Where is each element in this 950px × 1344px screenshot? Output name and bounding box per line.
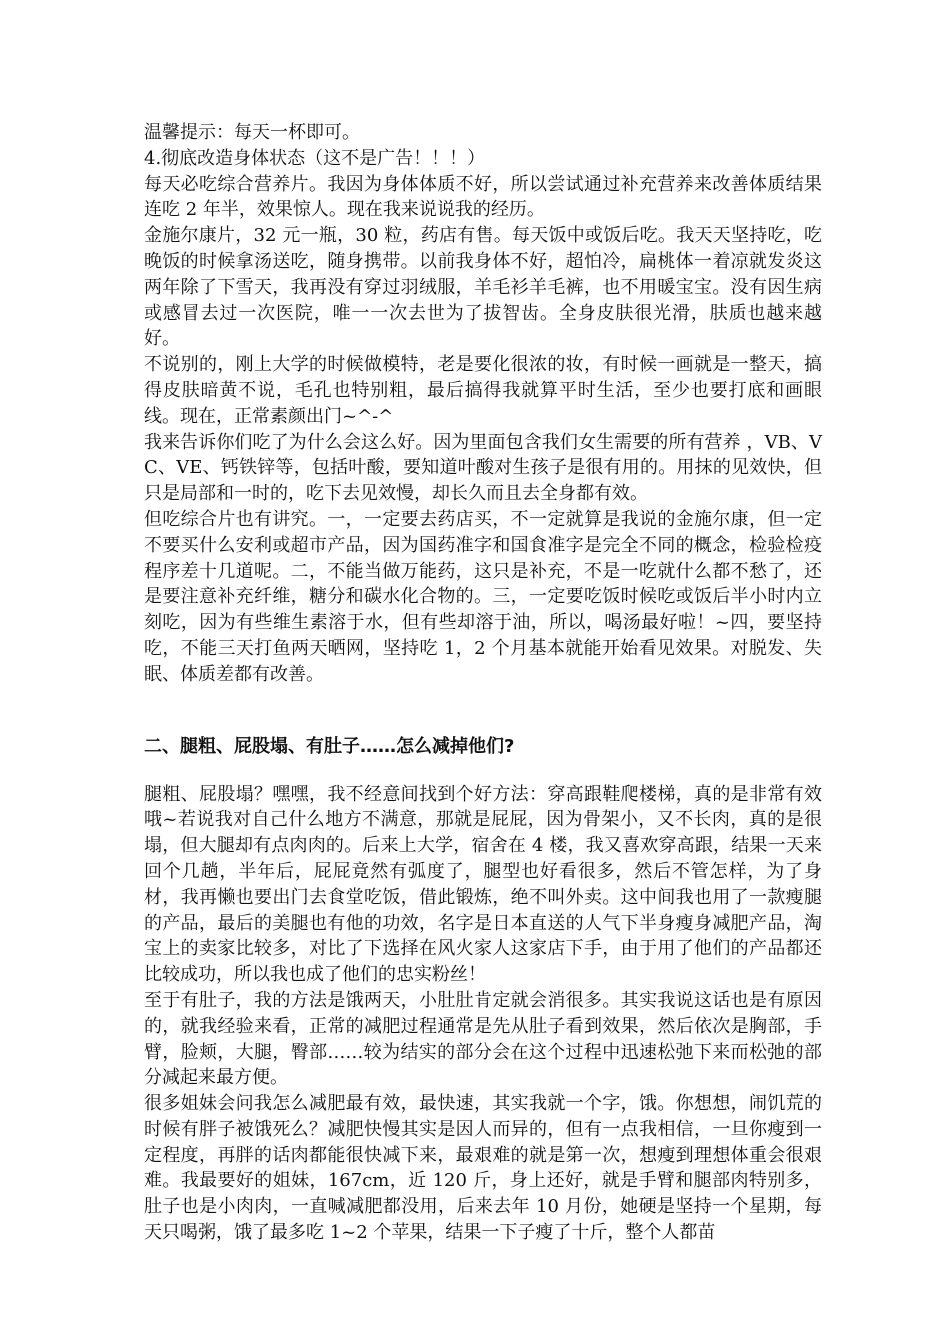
body-paragraph: 每天必吃综合营养片。我因为身体体质不好，所以尝试通过补充营养来改善体质结果连吃 2 年半，效果惊人。现在我来说说我的经历。 xyxy=(144,173,822,221)
document-page xyxy=(144,120,822,1246)
body-paragraph: 金施尔康片，32 元一瓶，30 粒，药店有售。每天饭中或饭后吃。我天天坚持吃，吃晚饭的时候拿汤送吃，随身携带。以前我身体不好，超怕冷，扁桃体一着凉就发炎这两年除了下雪天，我再没有穿过羽绒服，羊毛衫羊毛裤，也不用暖宝宝。没有因生病或感冒去过一次医院，唯一一次去世为了拔智齿。全身皮肤很光滑，肤质也越来越好。 xyxy=(144,225,822,350)
body-paragraph: 我来告诉你们吃了为什么会这么好。因为里面包含我们女生需要的所有营养 ，VB、VC、VE、钙铁锌等，包括叶酸，要知道叶酸对生孩子是很有用的。用抹的见效快，但只是局部和一时的，吃下去见效慢，却长久而且去全身都有效。 xyxy=(144,431,822,505)
subsection-title: 4.彻底改造身体状态（这不是广告！！！） xyxy=(144,147,486,169)
tip-paragraph: 温馨提示：每天一杯即可。 xyxy=(144,122,360,143)
body-paragraph: 很多姐妹会问我怎么减肥最有效，最快速，其实我就一个字，饿。你想想，闹饥荒的时候有胖子被饿死么？减肥快慢其实是因人而异的，但有一点我相信，一旦你瘦到一定程度，再胖的话肉都能很快减下来，最艰难的就是第一次，想瘦到理想体重会很艰难。我最要好的姐妹，167cm，近 120 斤，身上还好，就是手臂和腿部肉特别多，肚子也是小肉肉，一直喊减肥都没用，后来去年 10 月份，她硬是坚持一个星期，每天只喝粥，饿了最多吃 1~2 个苹果，结果一下子瘦了十斤，整个人都苗 xyxy=(144,1093,822,1244)
body-paragraph: 腿粗、屁股塌？嘿嘿，我不经意间找到个好方法：穿高跟鞋爬楼梯，真的是非常有效哦~若说我对自己什么地方不满意，那就是屁屁，因为骨架小，又不长肉，真的是很塌，但大腿却有点肉肉的。后来上大学，宿舍在 4 楼，我又喜欢穿高跟，结果一天来回个几趟，半年后，屁屁竟然有弧度了，腿型也好看很多，然后不管怎样，为了身材，我再懒也要出门去食堂吃饭，借此锻炼，绝不叫外卖。这中间我也用了一款瘦腿的产品，最后的美腿也有他的功效，名字是日本直送的人气下半身瘦身减肥产品，淘宝上的卖家比较多，对比了下选择在风火家人这家店下手，由于用了他们的产品都还比较成功，所以我也成了他们的忠实粉丝！ xyxy=(144,783,822,986)
section-spacer xyxy=(144,688,822,734)
section-heading: 二、腿粗、屁股塌、有肚子……怎么减掉他们? xyxy=(144,735,515,757)
section-spacer xyxy=(144,760,822,782)
body-paragraph: 至于有肚子，我的方法是饿两天，小肚肚肯定就会消很多。其实我说这话也是有原因的，就我经验来看，正常的减肥过程通常是先从肚子看到效果，然后依次是胸部，手臂，脸颊，大腿，臀部……较为结实的部分会在这个过程中迅速松弛下来而松弛的部分减起来最方便。 xyxy=(144,989,822,1089)
body-paragraph: 不说别的，刚上大学的时候做模特，老是要化很浓的妆，有时候一画就是一整天，搞得皮肤暗黄不说，毛孔也特别粗，最后搞得我就算平时生活，至少也要打底和画眼线。现在，正常素颜出门~^-^ xyxy=(144,354,822,427)
body-paragraph: 但吃综合片也有讲究。一，一定要去药店买，不一定就算是我说的金施尔康，但一定不要买什么安利或超市产品，因为国药准字和国食准字是完全不同的概念，检验检疫程序差十几道呢。二，不能当做万能药，这只是补充，不是一吃就什么都不愁了，还是要注意补充纤维，糖分和碳水化合物的。三，一定要吃饭时候吃或饭后半小时内立刻吃，因为有些维生素溶于水，但有些却溶于油，所以，喝汤最好啦！~四，要坚持吃，不能三天打鱼两天晒网，坚持吃 1，2 个月基本就能开始看见效果。对脱发、失眠、体质差都有改善。 xyxy=(144,508,822,685)
